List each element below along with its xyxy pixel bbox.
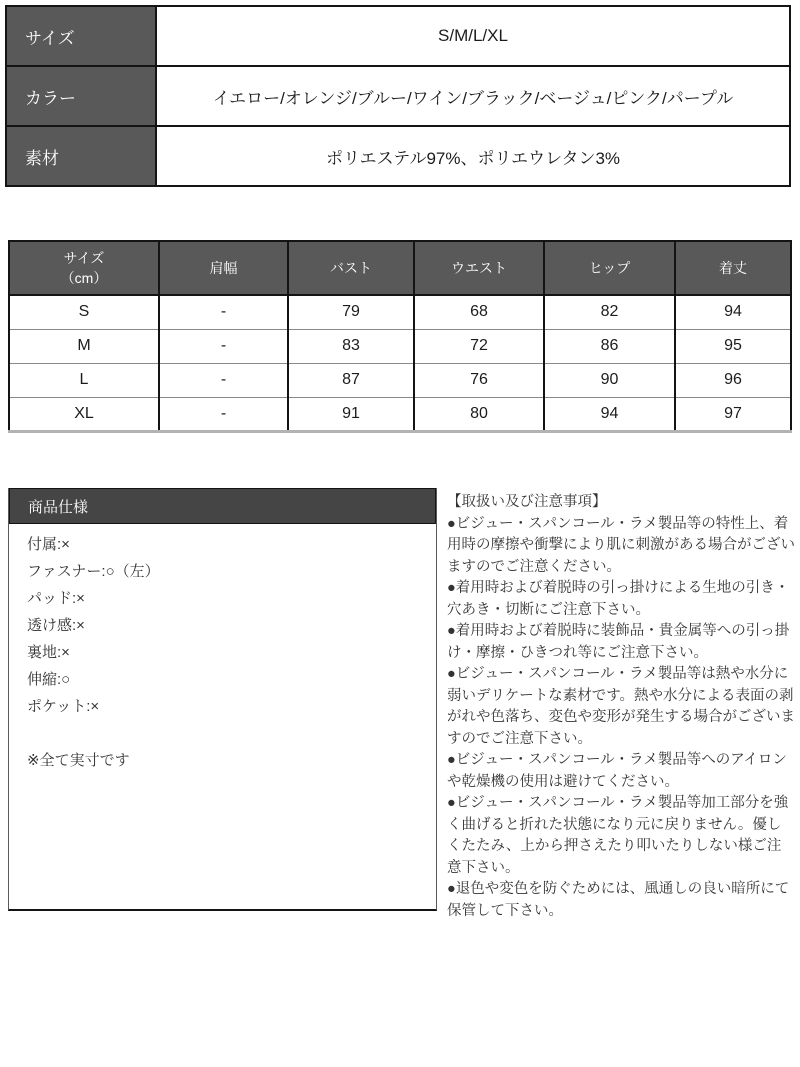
value-cell: 90 xyxy=(544,363,675,397)
table-row xyxy=(6,66,790,126)
size-cell: M xyxy=(9,329,159,363)
notice-item: ●着用時および着脱時に装飾品・貴金属等への引っ掛け・摩擦・ひきつれ等にご注意下さい。 xyxy=(447,623,790,661)
product-spec-box xyxy=(8,488,437,911)
value-cell: 97 xyxy=(675,397,791,431)
table-row-l xyxy=(9,363,791,397)
table-row-m xyxy=(9,329,791,363)
spec-note: ※全て実寸です xyxy=(27,752,130,769)
info-label-size: サイズ xyxy=(6,6,156,66)
size-chart-header-row xyxy=(9,241,791,295)
value-cell: 87 xyxy=(288,363,414,397)
header-size-line1: サイズ xyxy=(63,250,105,266)
size-cell: L xyxy=(9,363,159,397)
notice-item: ●退色や変色を防ぐためには、風通しの良い暗所にて保管して下さい。 xyxy=(447,881,790,919)
notice-item: ●ビジュー・スパンコール・ラメ製品等へのアイロンや乾燥機の使用は避けてください。 xyxy=(447,752,787,790)
info-value-size: S/M/L/XL xyxy=(156,6,790,66)
spec-item-pad: パッド:× xyxy=(27,590,85,607)
notice-item: ●ビジュー・スパンコール・ラメ製品等加工部分を強く曲げると折れた状態になり元に戻りません。優しくたたみ、上から押さえたり叩いたりしない様ご注意下さい。 xyxy=(447,795,789,876)
spec-item-pocket: ポケット:× xyxy=(27,698,100,715)
value-cell: - xyxy=(159,397,288,431)
spec-box-title-bar xyxy=(9,488,436,524)
value-cell: 83 xyxy=(288,329,414,363)
size-chart-header-size xyxy=(9,241,159,295)
table-row xyxy=(6,126,790,186)
value-cell: 91 xyxy=(288,397,414,431)
notice-item: ●ビジュー・スパンコール・ラメ製品等の特性上、着用時の摩擦や衝撃により肌に刺激がある場合がございますのでご注意ください。 xyxy=(447,515,795,575)
size-chart-header-shoulder: 肩幅 xyxy=(159,241,288,295)
spec-box-title: 商品仕様 xyxy=(28,498,89,516)
product-info-table xyxy=(5,5,791,187)
size-chart-header-bust: バスト xyxy=(288,241,414,295)
value-cell: 95 xyxy=(675,329,791,363)
value-cell: - xyxy=(159,329,288,363)
notice-item: ●着用時および着脱時の引っ掛けによる生地の引き・穴あき・切断にご注意下さい。 xyxy=(447,580,790,618)
value-cell: 82 xyxy=(544,295,675,329)
spec-item-sheerness: 透け感:× xyxy=(27,617,85,634)
info-label-color: カラー xyxy=(6,66,156,126)
value-cell: 94 xyxy=(544,397,675,431)
info-value-color: イエロー/オレンジ/ブルー/ワイン/ブラック/ベージュ/ピンク/パープル xyxy=(156,66,790,126)
value-cell: 79 xyxy=(288,295,414,329)
spec-item-stretch: 伸縮:○ xyxy=(27,671,71,688)
info-label-material: 素材 xyxy=(6,126,156,186)
value-cell: 96 xyxy=(675,363,791,397)
size-chart-header-hip: ヒップ xyxy=(544,241,675,295)
value-cell: 72 xyxy=(414,329,544,363)
value-cell: 68 xyxy=(414,295,544,329)
table-row-xl xyxy=(9,397,791,431)
spec-item-accessory: 付属:× xyxy=(27,536,70,553)
spec-item-fastener: ファスナー:○（左） xyxy=(27,563,160,580)
handling-notice xyxy=(447,492,795,922)
value-cell: 86 xyxy=(544,329,675,363)
value-cell: 94 xyxy=(675,295,791,329)
spec-list xyxy=(9,524,436,720)
info-value-material: ポリエステル97%、ポリエウレタン3% xyxy=(156,126,790,186)
size-chart-header-length: 着丈 xyxy=(675,241,791,295)
header-size-line2: （cm） xyxy=(60,270,108,286)
value-cell: - xyxy=(159,295,288,329)
table-row xyxy=(6,6,790,66)
value-cell: - xyxy=(159,363,288,397)
spec-item-lining: 裏地:× xyxy=(27,644,70,661)
size-chart-table xyxy=(8,240,792,433)
value-cell: 80 xyxy=(414,397,544,431)
table-row-s xyxy=(9,295,791,329)
value-cell: 76 xyxy=(414,363,544,397)
notice-title: 【取扱い及び注意事項】 xyxy=(447,494,607,510)
size-cell: XL xyxy=(9,397,159,431)
notice-item: ●ビジュー・スパンコール・ラメ製品等は熱や水分に弱いデリケートな素材です。熱や水分による表面の剥がれや色落ち、変色や変形が発生する場合がございますのでご注意下さい。 xyxy=(447,666,795,747)
size-chart-header-waist: ウエスト xyxy=(414,241,544,295)
size-cell: S xyxy=(9,295,159,329)
